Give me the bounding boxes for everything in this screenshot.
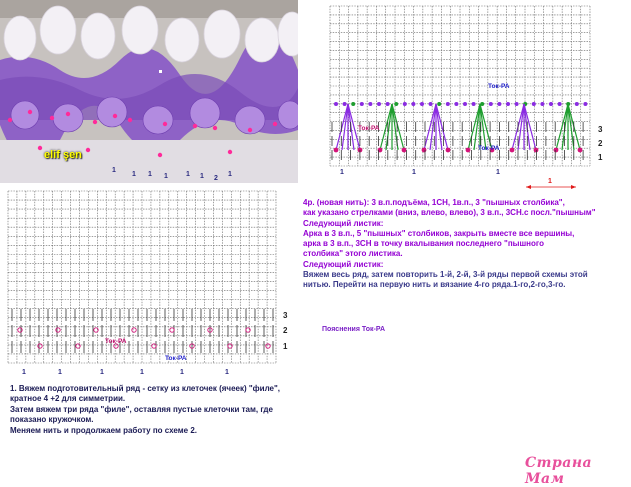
puff-stitch-stroke xyxy=(468,104,480,150)
stitch-dot xyxy=(368,102,372,106)
puff-stitch-dot xyxy=(334,148,339,153)
stitch-dot xyxy=(558,102,562,106)
svg-text:2: 2 xyxy=(214,175,218,182)
puff-stitch-stroke xyxy=(342,104,348,150)
puff-stitch-dot xyxy=(422,148,427,153)
empty-mesh-circle xyxy=(266,344,270,348)
empty-mesh-circle xyxy=(170,328,174,332)
stitch-dot xyxy=(394,102,398,106)
svg-text:1: 1 xyxy=(132,171,136,178)
empty-mesh-circle xyxy=(56,328,60,332)
explanation-label: Пояснения Ток-PA xyxy=(322,326,386,333)
svg-text:1: 1 xyxy=(148,171,152,178)
site-watermark: Страна Мам xyxy=(525,455,593,487)
bottom-row-number-1: 1 xyxy=(283,342,288,351)
stitch-dot xyxy=(454,102,458,106)
top-chart-tok-label: Ток-PA xyxy=(488,83,510,90)
stitch-dot xyxy=(403,102,407,106)
bottom-number-d: 1 xyxy=(140,369,144,376)
photo-credit-label: elif şen xyxy=(44,149,82,161)
top-bottom-number-b: 1 xyxy=(412,169,416,176)
stitch-dot xyxy=(411,102,415,106)
puff-stitch-stroke xyxy=(386,104,392,150)
stitch-dot xyxy=(360,102,364,106)
stitch-dot xyxy=(386,102,390,106)
top-chart-tok-label-left: Ток-PA xyxy=(358,125,380,132)
description-line-2: как указано стрелками (вниз, влево, влево), 3 в.п., 3СН.с посл."пышным" xyxy=(303,208,596,218)
stitch-dot xyxy=(429,102,433,106)
puff-stitch-stroke xyxy=(380,104,392,150)
stitch-dot xyxy=(463,102,467,106)
stitch-dot xyxy=(497,102,501,106)
description-line-6: столбика" этого листика. xyxy=(303,249,403,259)
description-line-9: нитью. Перейти на первую нить и вязание 4-го ряда.1-го,2-го,3-го. xyxy=(303,280,566,290)
top-row-number-2: 2 xyxy=(598,139,603,148)
puff-stitch-stroke xyxy=(562,104,568,150)
instruction-line-4: показано кружочком. xyxy=(10,415,94,425)
bottom-number-f: 1 xyxy=(225,369,229,376)
stitch-dot xyxy=(575,102,579,106)
puff-stitch-stroke xyxy=(524,104,536,150)
top-row-number-3: 3 xyxy=(598,125,603,134)
pattern-description xyxy=(303,198,629,291)
stitch-dot xyxy=(377,102,381,106)
puff-stitch-stroke xyxy=(436,104,442,150)
stitch-dot xyxy=(437,102,441,106)
svg-text:1: 1 xyxy=(186,171,190,178)
top-crochet-chart xyxy=(318,0,631,200)
bottom-chart-tok-label: Ток-PA xyxy=(165,355,187,362)
bottom-chart-grid xyxy=(8,191,276,363)
empty-mesh-circle xyxy=(152,344,156,348)
puff-stitch-stroke xyxy=(430,104,436,150)
bottom-number-c: 1 xyxy=(100,369,104,376)
description-line-1: 4р. (новая нить): 3 в.п.подъёма, 1СН, 1в.п., 3 "пышных столбика", xyxy=(303,198,565,207)
top-bottom-number-c: 1 xyxy=(496,169,500,176)
stitch-dot xyxy=(549,102,553,106)
puff-stitch-dot xyxy=(446,148,451,153)
top-repeat-arrow-right-head xyxy=(571,185,576,189)
instruction-line-1: 1. Вяжем подготовительный ряд - сетку из клеточек (ячеек) "филе", xyxy=(10,384,281,393)
puff-stitch-stroke xyxy=(474,104,480,150)
puff-stitch-stroke xyxy=(556,104,568,150)
puff-stitch-stroke xyxy=(518,104,524,150)
svg-text:1: 1 xyxy=(164,173,168,180)
bottom-row-number-3: 3 xyxy=(283,311,288,320)
description-line-5: арка в 3 в.п., 3СН в точку вкалывания последнего "пышного xyxy=(303,239,544,249)
puff-stitch-stroke xyxy=(392,104,404,150)
empty-mesh-circle xyxy=(18,328,22,332)
stitch-dot xyxy=(515,102,519,106)
crochet-photo xyxy=(0,0,298,183)
instructions-block xyxy=(10,384,310,436)
top-repeat-label: 1 xyxy=(548,178,552,185)
bottom-number-a: 1 xyxy=(22,369,26,376)
top-row-number-1: 1 xyxy=(598,153,603,162)
stitch-dot xyxy=(540,102,544,106)
puff-stitch-stroke xyxy=(568,104,574,150)
stitch-dot xyxy=(489,102,493,106)
puff-stitch-dot xyxy=(554,148,559,153)
description-line-4: Арка в 3 в.п., 5 "пышных" столбиков, закрыть вместе все вершины, xyxy=(303,228,575,238)
stitch-dot xyxy=(420,102,424,106)
top-chart-tok-label-mid: Ток-PA xyxy=(478,145,500,152)
instruction-line-5: Меняем нить и продолжаем работу по схеме 2. xyxy=(10,425,197,435)
bottom-number-e: 1 xyxy=(180,369,184,376)
stitch-dot xyxy=(446,102,450,106)
puff-stitch-dot xyxy=(534,148,539,153)
bottom-row-number-2: 2 xyxy=(283,326,288,335)
description-line-3: Следующий листик: xyxy=(303,218,384,228)
stitch-dot xyxy=(583,102,587,106)
stitch-dot xyxy=(532,102,536,106)
puff-stitch-stroke xyxy=(436,104,448,150)
puff-stitch-stroke xyxy=(348,104,354,150)
bottom-crochet-chart xyxy=(0,183,300,378)
stitch-dot xyxy=(472,102,476,106)
empty-mesh-circle xyxy=(246,328,250,332)
stitch-dot xyxy=(343,102,347,106)
puff-stitch-dot xyxy=(402,148,407,153)
instruction-line-2: кратное 4 +2 для симметрии. xyxy=(10,394,126,404)
top-repeat-arrow-left-head xyxy=(526,185,531,189)
description-line-7: Следующий листик: xyxy=(303,259,384,269)
description-line-8: Вяжем весь ряд, затем повторить 1-й, 2-й, 3-й ряды первой схемы этой xyxy=(303,270,588,280)
puff-stitch-stroke xyxy=(336,104,348,150)
instruction-line-3: Затем вяжем три ряда "филе", оставляя пустые клеточки там, где xyxy=(10,404,273,414)
bottom-chart-stitches xyxy=(12,309,273,353)
top-bottom-number-a: 1 xyxy=(340,169,344,176)
empty-mesh-circle xyxy=(132,328,136,332)
svg-text:1: 1 xyxy=(228,171,232,178)
stitch-dot xyxy=(351,102,355,106)
svg-text:1: 1 xyxy=(200,173,204,180)
puff-stitch-dot xyxy=(578,148,583,153)
bottom-chart-tok-label-left: Ток-PA xyxy=(105,338,127,345)
empty-mesh-circle xyxy=(38,344,42,348)
stitch-dot xyxy=(334,102,338,106)
svg-text:1: 1 xyxy=(112,167,116,174)
stitch-dot xyxy=(506,102,510,106)
puff-stitch-dot xyxy=(510,148,515,153)
puff-stitch-dot xyxy=(466,148,471,153)
bottom-number-b: 1 xyxy=(58,369,62,376)
